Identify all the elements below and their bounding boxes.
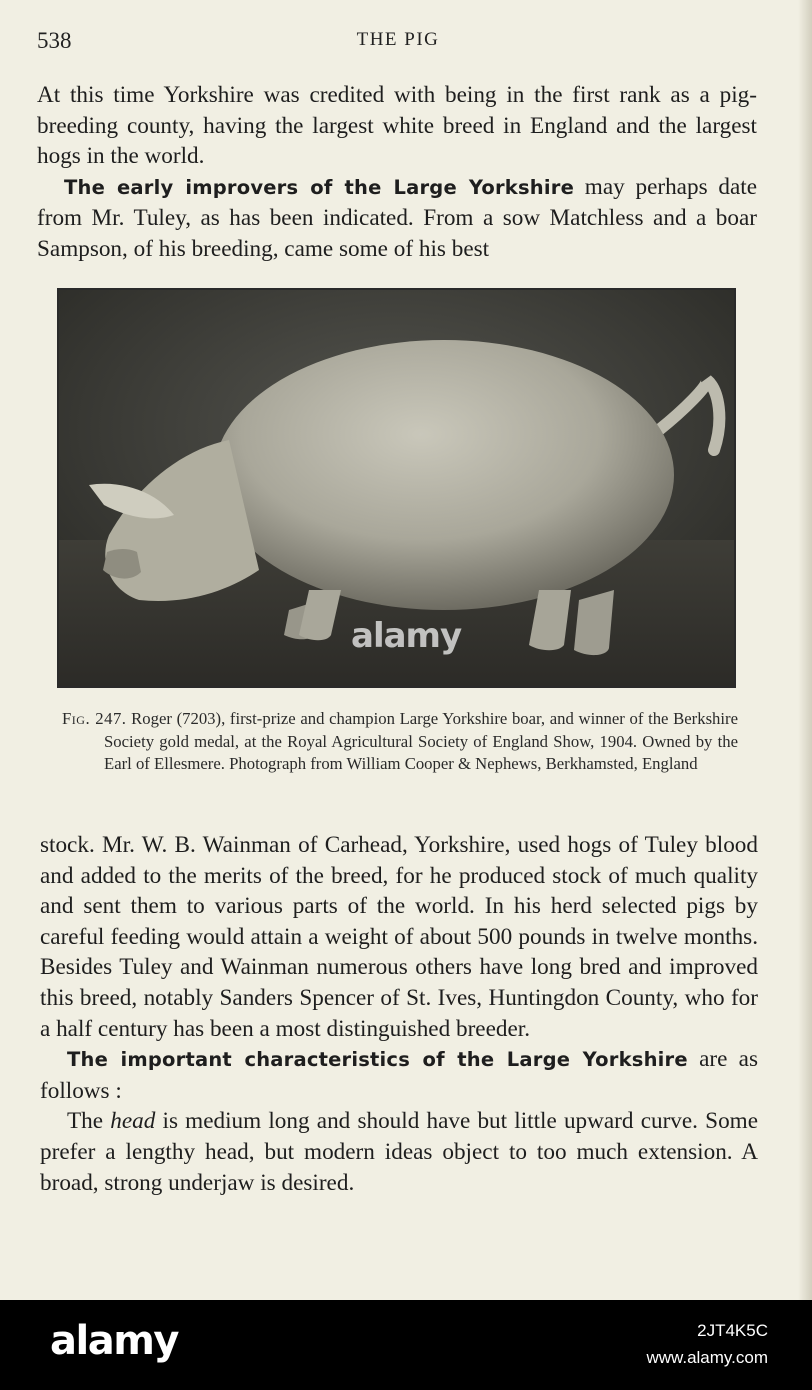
bold-lead-in: The early improvers of the Large Yorkshire [64, 175, 574, 199]
paragraph: stock. Mr. W. B. Wainman of Carhead, Yorkshire, used hogs of Tuley blood and added to the merits of the breed, for he produced stock of much quality and sent them to various parts of the world. In his herd selected pigs by careful feeding would attain a weight of about 500 pounds in twelve months. Besides Tuley and Wainman numerous others have long bred and improved this breed, notably Sanders Spencer of St. Ives, Huntingdon County, who for a half century has been a most distinguished breeder. [40, 832, 758, 1042]
paragraph-text: is medium long and should have but little upward curve. Some prefer a lengthy head, but modern ideas object to too much extension. A broad, strong underjaw is desired. [40, 1108, 758, 1196]
body-text-top [37, 80, 757, 265]
running-head: THE PIG [356, 29, 440, 50]
paragraph [37, 172, 757, 265]
paragraph-prefix: The [67, 1108, 111, 1135]
page-number: 538 [37, 28, 72, 53]
pig-photograph [57, 288, 736, 688]
image-watermark: alamy [351, 616, 462, 656]
paragraph-text: are as follows : [40, 1046, 758, 1104]
bold-lead-in: The important characteristics of the Large Yorkshire [67, 1048, 688, 1072]
page-header [0, 28, 812, 56]
paragraph [40, 1106, 758, 1198]
paragraph-text: may perhaps date from Mr. Tuley, as has been indicated. From a sow Matchless and a boar Sampson, of his breeding, came some of his best [37, 173, 757, 262]
caption-text: Roger (7203), first-prize and champion Large Yorkshire boar, and winner of the Berkshire Society gold medal, at the Royal Agricultural Society of England Show, 1904. Owned by the Earl of Ellesmere. Photograph from William Cooper & Nephews, Berkhamsted, England [104, 709, 739, 774]
body-text-bottom [40, 830, 758, 1198]
figure-caption [62, 708, 738, 776]
image-id: 2JT4K5C [697, 1321, 768, 1340]
stock-footer-bar [0, 1300, 812, 1390]
paragraph: At this time Yorkshire was credited with being in the first rank as a pig-breeding county, having the largest white breed in England and the largest hogs in the world. [37, 82, 757, 170]
figure-label: Fig. 247. [62, 709, 127, 728]
italic-term: head [110, 1108, 156, 1135]
footer-url: www.alamy.com [646, 1348, 768, 1367]
paragraph [40, 1044, 758, 1106]
alamy-logo: alamy [50, 1318, 178, 1364]
